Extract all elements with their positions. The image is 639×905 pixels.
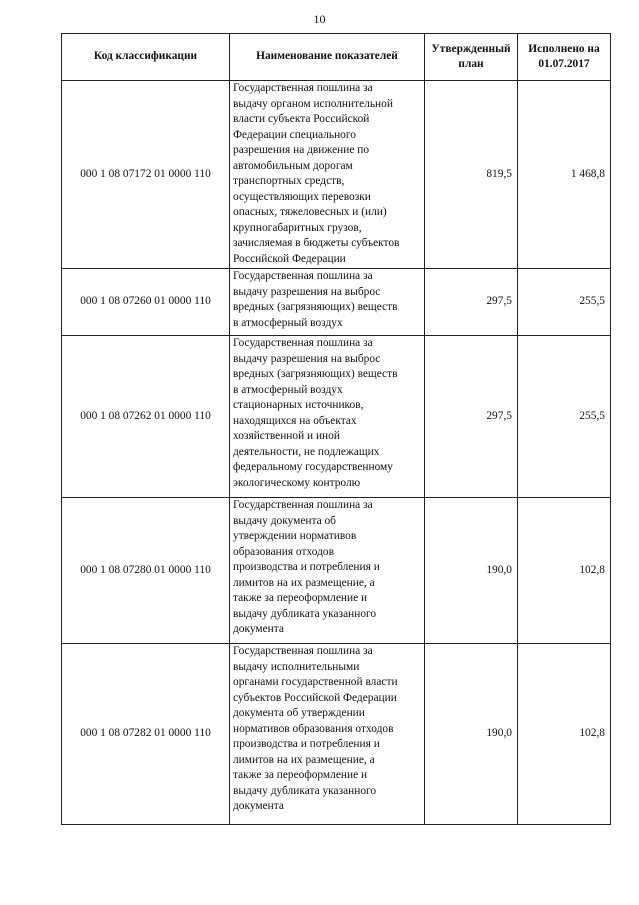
header-approved-plan: Утвержденный план [425,34,518,81]
executed-cell: 102,8 [518,644,611,825]
approved-plan-cell: 297,5 [425,269,518,336]
executed-cell: 102,8 [518,498,611,644]
indicator-name-text: Государственная пошлина за выдачу исполнительными органами государственной власти субъектов Российской Федерации документа об утверждении нормативов образования отходов производства и потребления и лимитов на их размещение, а также за переоформление и выдачу дубликата указанного документа [233,645,398,812]
indicator-name-text: Государственная пошлина за выдачу разрешения на выброс вредных (загрязняющих) веществ в атмосферный воздух стационарных источников, находящихся на объектах хозяйственной и иной деятельности, не подлежащих федеральному государственному экологическому контролю [233,337,398,489]
executed-cell: 255,5 [518,336,611,498]
table-row [62,336,611,498]
approved-plan-cell: 297,5 [425,336,518,498]
table-row [62,498,611,644]
classification-code-cell: 000 1 08 07280 01 0000 110 [62,498,230,644]
indicator-name-cell [230,81,425,269]
indicator-name-text: Государственная пошлина за выдачу органом исполнительной власти субъекта Российской Федерации специального разрешения на движение по автомобильным дорогам транспортных средств, осуществляющих перевозки опасных, тяжеловесных и (или) крупногабаритных грузов, зачисляемая в бюджеты субъектов Российской Федерации [233,82,400,265]
table-header-row [62,34,611,81]
indicator-name-cell [230,498,425,644]
classification-code-cell: 000 1 08 07260 01 0000 110 [62,269,230,336]
approved-plan-cell: 190,0 [425,644,518,825]
classification-code-cell: 000 1 08 07172 01 0000 110 [62,81,230,269]
executed-cell: 1 468,8 [518,81,611,269]
executed-cell: 255,5 [518,269,611,336]
approved-plan-cell: 819,5 [425,81,518,269]
indicator-name-text: Государственная пошлина за выдачу разрешения на выброс вредных (загрязняющих) веществ в атмосферный воздух [233,270,398,329]
table-row [62,81,611,269]
page-number: 10 [313,12,326,26]
header-classification-code: Код классификации [62,34,230,81]
indicator-name-cell [230,336,425,498]
header-executed: Исполнено на 01.07.2017 [518,34,611,81]
budget-revenue-table [61,33,611,825]
indicator-name-cell [230,269,425,336]
table-row [62,269,611,336]
approved-plan-cell: 190,0 [425,498,518,644]
indicator-name-cell [230,644,425,825]
header-indicator-name: Наименование показателей [230,34,425,81]
indicator-name-text: Государственная пошлина за выдачу документа об утверждении нормативов образования отходов производства и потребления и лимитов на их размещение, а также за переоформление и выдачу дубликата указанного документа [233,499,380,635]
classification-code-cell: 000 1 08 07262 01 0000 110 [62,336,230,498]
table-row [62,644,611,825]
classification-code-cell: 000 1 08 07282 01 0000 110 [62,644,230,825]
